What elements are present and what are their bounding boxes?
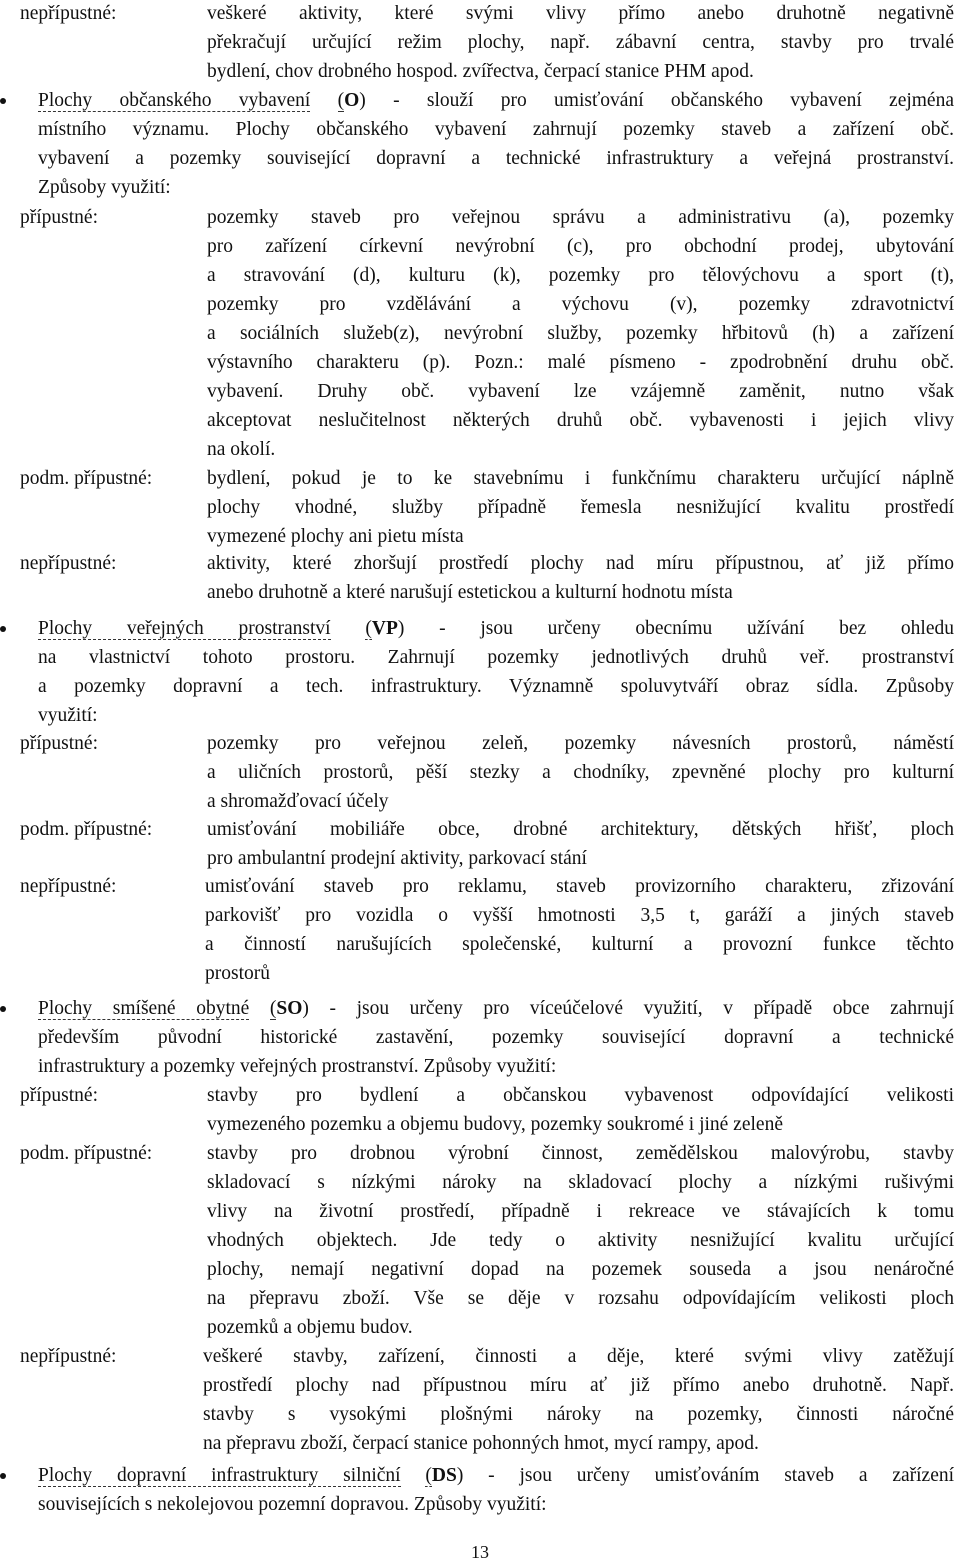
section-o-desc: vybavení a pozemky související dopravní a technické infrastruktury a veřejná prostranství.	[38, 148, 954, 169]
section-o-desc: Způsoby využití:	[38, 177, 171, 198]
section-vp-permitted-line: a shromažďovací účely	[207, 791, 389, 812]
section-vp-permitted-line: pozemky pro veřejnou zeleň, pozemky návesních prostorů, náměstí	[207, 733, 954, 754]
section-vp-desc: využití:	[38, 705, 98, 726]
section-vp-permitted-label: přípustné:	[20, 733, 98, 754]
section-o-code: O	[344, 90, 360, 111]
section-o-permitted-line: a stravování (d), kulturu (k), pozemky pro tělovýchovu a sport (t),	[207, 265, 954, 286]
section-o-permitted-line: akceptovat neslučitelnost některých druhů obč. vybavenosti i jejich vlivy	[207, 410, 954, 431]
section-so-desc: především původní historické zastavění, pozemky související dopravní a technické	[38, 1027, 954, 1048]
section-so-name: Plochy smíšené obytné	[38, 998, 250, 1019]
section-vp-name: Plochy veřejných prostranství	[38, 618, 331, 639]
section-so-conditional-label: podm. přípustné:	[20, 1143, 153, 1164]
section-o-permitted-line: výstavního charakteru (p). Pozn.: malé písmeno - zpodrobnění druhu obč.	[207, 352, 954, 373]
section-vp-paren: (	[365, 618, 372, 639]
section-o-permitted-line: pozemky staveb pro veřejnou správu a administrativu (a), pozemky	[207, 207, 954, 228]
section-so-desc: infrastruktury a pozemky veřejných prostranství. Způsoby využití:	[38, 1056, 557, 1077]
bullet-icon	[0, 626, 6, 632]
section-so-conditional-line: vlivy na životní prostředí, případně i rekreace ve stávajících k tomu	[207, 1201, 954, 1222]
section-o-permitted-label: přípustné:	[20, 207, 98, 228]
section-o-conditional-label: podm. přípustné:	[20, 468, 153, 489]
section-vp-desc: a pozemky dopravní a tech. infrastruktury. Významně spoluvytváří obraz sídla. Způsoby	[38, 676, 954, 697]
intro-line: bydlení, chov drobného hospod. zvířectva, čerpací stanice PHM apod.	[207, 61, 754, 82]
section-vp-desc: na vlastnictví tohoto prostoru. Zahrnují pozemky jednotlivých druhů veř. prostranství	[38, 647, 954, 668]
section-o-permitted-line: vybavení. Druhy obč. vybavení lze vzájemně zaměnit, nutno však	[207, 381, 954, 402]
section-vp-heading	[38, 615, 954, 643]
section-o-permitted-line: a sociálních služeb(z), nevýrobní služby, pozemky hřbitovů (h) a zařízení	[207, 323, 954, 344]
section-o-paren: (	[337, 90, 345, 111]
page-number: 13	[471, 1542, 489, 1562]
section-o-conditional-line: plochy vhodné, služby případně řemesla nesnižující kvalitu prostředí	[207, 497, 954, 518]
intro-line: veškeré aktivity, které svými vlivy přímo anebo druhotně negativně	[207, 3, 954, 24]
section-vp-conditional-line: pro ambulantní prodejní aktivity, parkovací stání	[207, 848, 587, 869]
section-so-conditional-line: skladovací s nízkými nároky na skladovací plochy a nízkými rušivými	[207, 1172, 954, 1193]
section-o-conditional-line: vymezené plochy ani pietu místa	[207, 526, 464, 547]
section-so-heading	[38, 995, 954, 1023]
section-vp-forbidden-line: prostorů	[205, 963, 270, 984]
section-o-permitted-line: na okolí.	[207, 439, 276, 460]
section-vp-forbidden-line: a činností narušujících společenské, kulturní a provozní funkce těchto	[205, 934, 954, 955]
section-o-forbidden-label: nepřípustné:	[20, 553, 117, 574]
section-so-forbidden-line: prostředí plochy nad přípustnou míru ať již přímo anebo druhotně. Např.	[203, 1375, 954, 1396]
section-so-forbidden-label: nepřípustné:	[20, 1346, 117, 1367]
section-o-permitted-line: pro zařízení církevní nevýrobní (c), pro obchodní prodej, ubytování	[207, 236, 954, 257]
section-so-forbidden-line: veškeré stavby, zařízení, činnosti a děje, které svými vlivy zatěžují	[203, 1346, 954, 1367]
bullet-icon	[0, 1006, 6, 1012]
section-so-conditional-line: na přepravu zboží. Vše se děje v rozsahu odpovídajícím velikosti ploch	[207, 1288, 954, 1309]
section-vp-conditional-label: podm. přípustné:	[20, 819, 153, 840]
section-o-conditional-line: bydlení, pokud je to ke stavebnímu i funkčnímu charakteru určující náplně	[207, 468, 954, 489]
section-ds-paren: (	[425, 1465, 432, 1486]
section-ds-heading	[38, 1462, 954, 1490]
section-so-permitted-line: stavby pro bydlení a občanskou vybavenost odpovídající velikosti	[207, 1085, 954, 1106]
section-so-permitted-line: vymezeného pozemku a objemu budovy, pozemky soukromé i jiné zeleně	[207, 1114, 783, 1135]
section-so-forbidden-line: stavby s vysokými plošnými nároky na pozemky, činnosti náročné	[203, 1404, 954, 1425]
bullet-icon	[0, 98, 6, 104]
section-o-permitted-line: pozemky pro vzdělávání a výchovu (v), pozemky zdravotnictví	[207, 294, 954, 315]
section-o-head-rest: ) - slouží pro umisťování občanského vybavení zejména	[359, 90, 954, 111]
section-vp-conditional-line: umisťování mobiliáře obce, drobné architektury, dětských hřišť, ploch	[207, 819, 954, 840]
section-o-forbidden-line: anebo druhotně a které narušují estetickou a kulturní hodnotu místa	[207, 582, 733, 603]
section-o-desc: místního významu. Plochy občanského vybavení zahrnují pozemky staveb a zařízení obč.	[38, 119, 954, 140]
section-vp-forbidden-label: nepřípustné:	[20, 876, 117, 897]
section-o-name: Plochy občanského vybavení	[38, 90, 311, 111]
section-vp-head-rest: ) - jsou určeny obecnímu užívání bez ohledu	[397, 618, 955, 639]
section-ds-code: DS	[431, 1465, 457, 1486]
section-o-heading	[38, 87, 954, 115]
section-so-conditional-line: stavby pro drobnou výrobní činnost, zemědělskou malovýrobu, stavby	[207, 1143, 954, 1164]
section-vp-permitted-line: a uličních prostorů, pěší stezky a chodníky, zpevněné plochy pro kulturní	[207, 762, 954, 783]
section-so-head-rest: ) - jsou určeny pro víceúčelové využití, v případě obce zahrnují	[302, 998, 954, 1019]
section-o-forbidden-line: aktivity, které zhoršují prostředí plochy nad míru přípustnou, ať již přímo	[207, 553, 954, 574]
section-ds-name: Plochy dopravní infrastruktury silniční	[38, 1465, 401, 1486]
section-so-permitted-label: přípustné:	[20, 1085, 98, 1106]
section-so-paren: (	[269, 998, 277, 1019]
section-vp-forbidden-line: umisťování staveb pro reklamu, staveb provizorního charakteru, zřizování	[205, 876, 954, 897]
section-ds-head-rest: ) - jsou určeny umisťováním staveb a zařízení	[456, 1465, 955, 1486]
section-so-conditional-line: pozemků a objemu budov.	[207, 1317, 413, 1338]
section-so-code: SO	[276, 998, 303, 1019]
section-so-conditional-line: vhodných objektech. Jde tedy o aktivity nesnižující kvalitu určující	[207, 1230, 954, 1251]
section-ds-desc: souvisejících s nekolejovou pozemní dopravou. Způsoby využití:	[38, 1494, 547, 1515]
section-so-forbidden-line: na přepravu zboží, čerpací stanice pohonných hmot, mycí rampy, apod.	[203, 1433, 759, 1454]
section-vp-forbidden-line: parkovišť pro vozidla o vyšší hmotnosti 3,5 t, garáží a jiných staveb	[205, 905, 954, 926]
bullet-icon	[0, 1473, 6, 1479]
intro-label: nepřípustné:	[20, 3, 117, 24]
section-so-conditional-line: plochy, nemají negativní dopad na pozemek souseda a jsou nenáročné	[207, 1259, 954, 1280]
intro-line: překračují určující režim plochy, např. zábavní centra, stavby pro trvalé	[207, 32, 954, 53]
section-vp-code: VP	[371, 618, 398, 639]
